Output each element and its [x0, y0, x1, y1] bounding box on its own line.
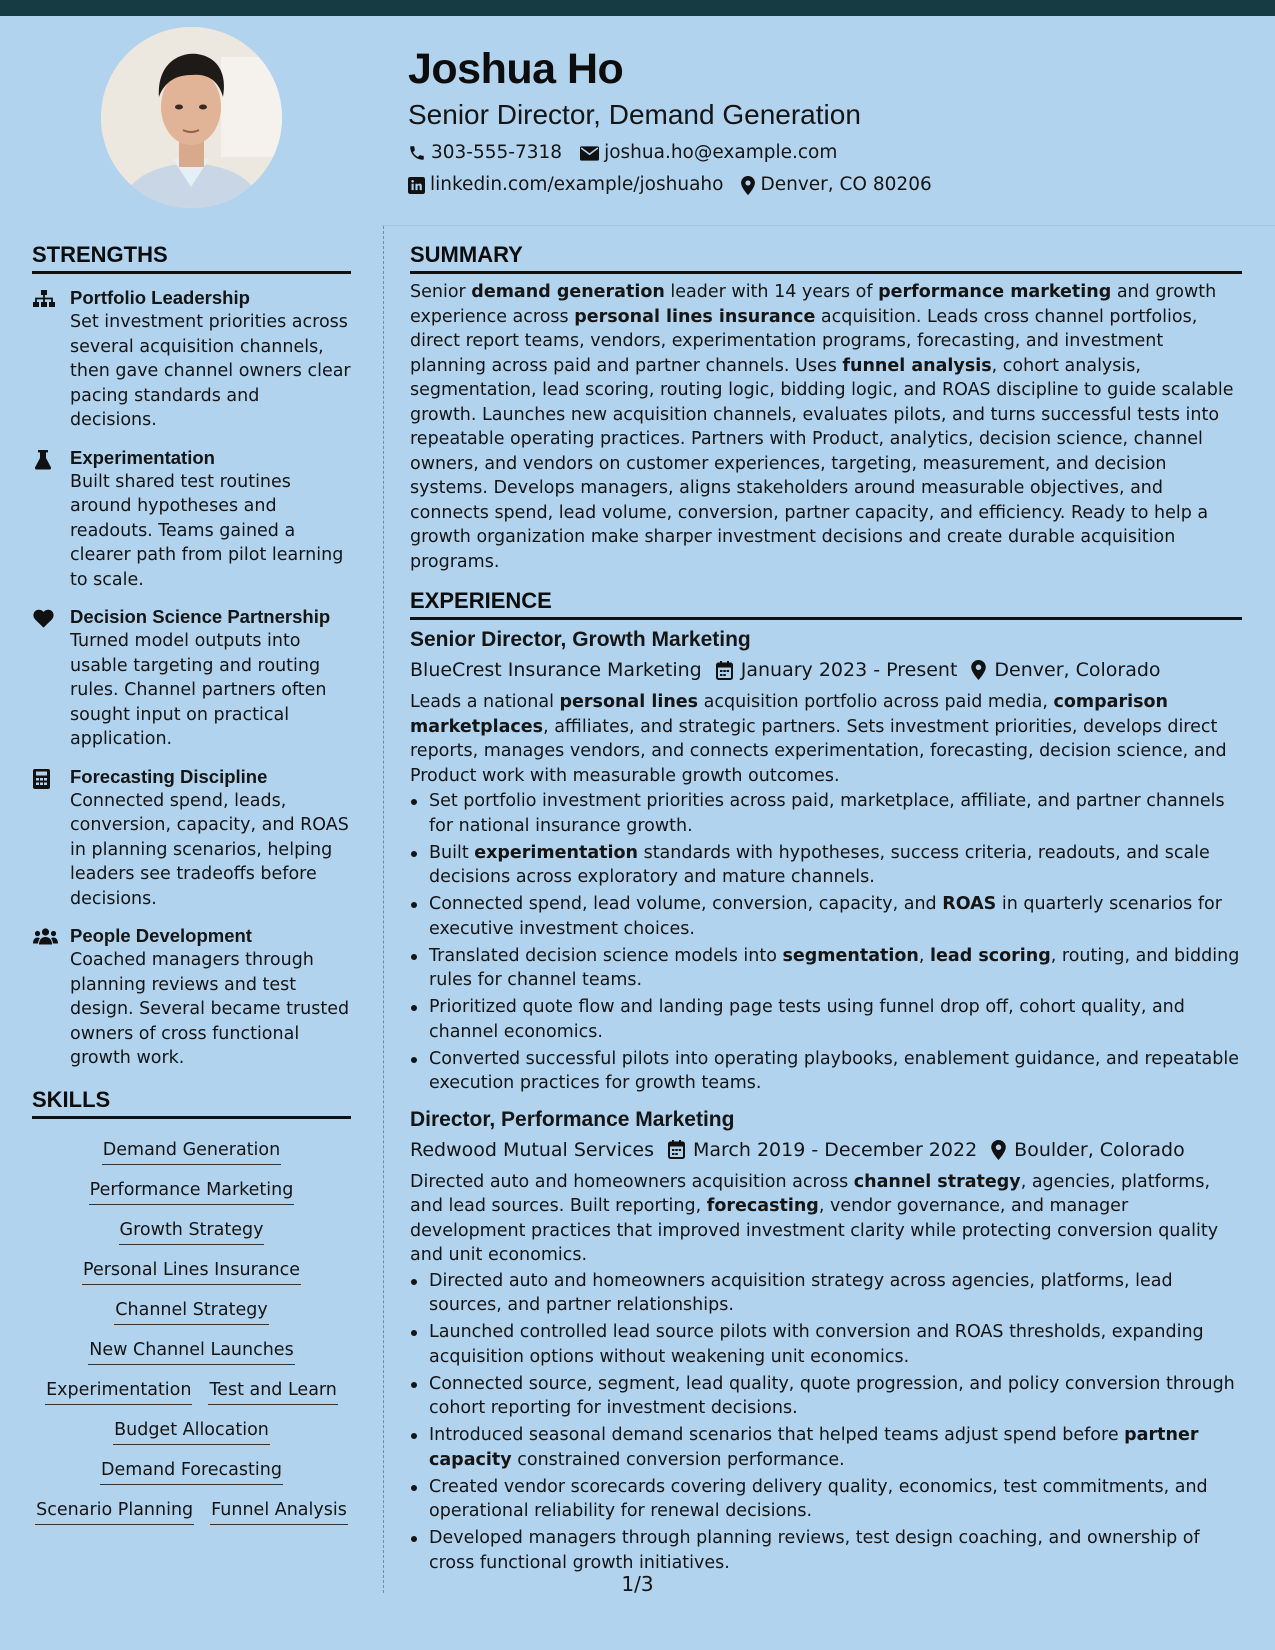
- bullet-item: [410, 841, 1242, 890]
- bold-keyword: experimentation: [474, 842, 639, 863]
- text-run: Built: [429, 842, 475, 863]
- linkedin-icon: [408, 177, 425, 194]
- skill-tag: Experimentation: [45, 1378, 192, 1405]
- job-entry: [410, 626, 1242, 1096]
- bullet-item: [410, 1372, 1242, 1421]
- column-divider: [383, 226, 384, 1593]
- job-description: [410, 690, 1242, 788]
- text-run: acquisition. Leads cross channel portfolios, direct report teams, vendors, experimentation programs, forecasting, and investment planning across paid and partner channels. Uses: [410, 306, 1198, 376]
- job-meta: [410, 1134, 1242, 1166]
- job-entry: [410, 1106, 1242, 1576]
- map-pin-icon: [971, 660, 986, 680]
- summary-heading: SUMMARY: [410, 240, 1242, 274]
- text-run: Set portfolio investment priorities across paid, marketplace, affiliate, and partner channels for national insurance growth.: [429, 791, 1225, 836]
- strengths-list: [32, 286, 351, 1071]
- text-run: acquisition portfolio across paid media,: [698, 692, 1054, 712]
- strength-title: Portfolio Leadership: [70, 287, 250, 308]
- users-icon: [33, 928, 58, 945]
- job-dates: March 2019 - December 2022: [693, 1138, 978, 1161]
- flask-icon: [33, 450, 53, 470]
- profile-photo: [101, 27, 282, 208]
- skill-tag: New Channel Launches: [88, 1338, 294, 1365]
- phone-number: 303-555-7318: [431, 142, 563, 163]
- skills-heading: SKILLS: [32, 1085, 351, 1119]
- right-column: [410, 240, 1242, 1578]
- bold-keyword: segmentation: [782, 945, 919, 966]
- strengths-heading: STRENGTHS: [32, 240, 351, 274]
- skill-tag: Growth Strategy: [119, 1218, 265, 1245]
- text-run: in quarterly scenarios for executive investment choices.: [429, 894, 1222, 939]
- left-column: [32, 240, 351, 1525]
- skill-tag: Performance Marketing: [89, 1178, 295, 1205]
- text-run: Directed auto and homeowners acquisition strategy across agencies, platforms, lead sources, and partner relationships.: [429, 1270, 1173, 1315]
- strength-title: People Development: [70, 925, 252, 946]
- bold-keyword: personal lines insurance: [574, 306, 816, 327]
- strength-text: Coached managers through planning reviews and test design. Several became trusted owners of cross functional growth work.: [70, 950, 350, 1068]
- text-run: standards with hypotheses, success criteria, readouts, and scale decisions across exploratory and mature channels.: [429, 842, 1210, 887]
- bullet-item: [410, 944, 1242, 993]
- linkedin-url: linkedin.com/example/joshuaho: [430, 174, 724, 195]
- phone-icon: [408, 144, 426, 162]
- bullet-item: [410, 995, 1242, 1044]
- bullet-item: [410, 1475, 1242, 1524]
- text-run: Senior: [410, 282, 472, 302]
- text-run: Converted successful pilots into operating playbooks, enablement guidance, and repeatable execution practices for growth teams.: [429, 1048, 1239, 1093]
- job-dates-item: [668, 1134, 977, 1166]
- bold-keyword: funnel analysis: [842, 355, 992, 376]
- bold-keyword: performance marketing: [878, 282, 1112, 302]
- skill-tag: Budget Allocation: [113, 1418, 270, 1445]
- text-run: , routing, and bidding rules for channel teams.: [429, 945, 1240, 990]
- bullet-item: [410, 1047, 1242, 1096]
- company-name: BlueCrest Insurance Marketing: [410, 659, 702, 681]
- company-name: Redwood Mutual Services: [410, 1138, 654, 1161]
- job-location: Denver, Colorado: [994, 659, 1161, 681]
- bullet-item: [410, 1320, 1242, 1369]
- job-bullets: [410, 789, 1242, 1096]
- strength-item: [32, 605, 351, 752]
- skill-tag: Demand Forecasting: [100, 1458, 283, 1485]
- job-description: [410, 1170, 1242, 1268]
- text-run: Connected source, segment, lead quality, quote progression, and policy conversion through cohort reporting for investment decisions.: [429, 1373, 1235, 1418]
- job-bullets: [410, 1269, 1242, 1576]
- bold-keyword: demand generation: [471, 282, 665, 302]
- bold-keyword: comparison marketplaces: [410, 692, 1169, 737]
- job-dates: January 2023 - Present: [740, 659, 958, 681]
- strength-title: Decision Science Partnership: [70, 606, 331, 627]
- bullet-item: [410, 1269, 1242, 1318]
- skill-tag: Funnel Analysis: [210, 1498, 348, 1525]
- text-run: , vendor governance, and manager development practices that improved investment clarity while protecting conversion quality and unit economics.: [410, 1196, 1219, 1265]
- calendar-icon: [716, 661, 733, 680]
- job-location: Boulder, Colorado: [1014, 1138, 1185, 1161]
- strength-title: Experimentation: [70, 446, 215, 468]
- strength-title: Forecasting Discipline: [70, 765, 268, 787]
- text-run: Connected spend, lead volume, conversion, capacity, and: [429, 894, 943, 914]
- top-accent-bar: [0, 0, 1275, 16]
- phone-contact[interactable]: [408, 137, 562, 169]
- bullet-item: [410, 892, 1242, 941]
- strength-item: [32, 286, 351, 433]
- bold-keyword: forecasting: [706, 1196, 819, 1216]
- summary-text: [410, 280, 1242, 574]
- strength-text: Set investment priorities across several acquisition channels, then gave channel owners clear pacing standards and decisions.: [70, 312, 351, 430]
- bold-keyword: channel strategy: [853, 1171, 1021, 1192]
- skills-list: [32, 1125, 351, 1525]
- strength-text: Built shared test routines around hypotheses and readouts. Teams gained a clearer path from pilot learning to scale.: [70, 471, 344, 590]
- header-divider: [382, 225, 1275, 226]
- job-location-item: [991, 1134, 1185, 1166]
- text-run: Introduced seasonal demand scenarios that helped teams adjust spend before: [429, 1425, 1125, 1445]
- text-run: Launched controlled lead source pilots with conversion and ROAS thresholds, expanding acquisition options without weakening unit economics.: [429, 1322, 1204, 1367]
- bullet-item: [410, 1526, 1242, 1575]
- strength-text: Turned model outputs into usable targeting and routing rules. Channel partners often sought input on practical application.: [70, 631, 327, 749]
- resume-header: [408, 40, 1248, 201]
- strength-text: Connected spend, leads, conversion, capacity, and ROAS in planning scenarios, helping leaders see tradeoffs before decisions.: [70, 790, 349, 909]
- strength-item: [32, 765, 351, 912]
- text-run: Prioritized quote flow and landing page tests using funnel drop off, cohort quality, and channel economics.: [429, 997, 1185, 1042]
- text-run: constrained conversion performance.: [511, 1449, 845, 1470]
- bullet-item: [410, 1423, 1242, 1472]
- text-run: Created vendor scorecards covering delivery quality, economics, test commitments, and operational reliability for renewal decisions.: [429, 1476, 1208, 1521]
- page-number: 1/3: [621, 1572, 654, 1596]
- calendar-icon: [668, 1140, 685, 1159]
- email-icon: [580, 146, 599, 161]
- experience-heading: EXPERIENCE: [410, 586, 1242, 620]
- bold-keyword: ROAS: [942, 894, 997, 914]
- strength-item: [32, 924, 351, 1071]
- text-run: , affiliates, and strategic partners. Sets investment priorities, develops direct reports, manages vendors, and connects experimentation, forecasting, decision science, and Product work with measurable growth outcomes.: [410, 716, 1227, 786]
- text-run: ,: [918, 945, 931, 966]
- skill-tag: Demand Generation: [102, 1138, 281, 1165]
- location-text: Denver, CO 80206: [760, 174, 932, 195]
- bold-keyword: partner capacity: [429, 1425, 1199, 1470]
- text-run: Directed auto and homeowners acquisition across: [410, 1171, 854, 1192]
- skill-tag: Test and Learn: [208, 1378, 337, 1405]
- bold-keyword: lead scoring: [930, 945, 1051, 966]
- bullet-item: [410, 789, 1242, 838]
- job-title: Senior Director, Growth Marketing: [410, 628, 751, 651]
- job-meta: [410, 654, 1242, 686]
- skill-tag: Personal Lines Insurance: [82, 1258, 301, 1285]
- calculator-icon: [33, 769, 50, 789]
- org-chart-icon: [33, 290, 55, 308]
- candidate-name: Joshua Ho: [408, 45, 624, 93]
- skill-tag: Channel Strategy: [114, 1298, 268, 1325]
- email-address: joshua.ho@example.com: [604, 142, 838, 163]
- text-run: Developed managers through planning reviews, test design coaching, and ownership of cross functional growth initiatives.: [429, 1528, 1200, 1573]
- job-title: Director, Performance Marketing: [410, 1107, 735, 1131]
- linkedin-contact[interactable]: [408, 169, 723, 201]
- text-run: Leads a national: [410, 692, 560, 712]
- email-contact[interactable]: [580, 137, 837, 169]
- candidate-title: Senior Director, Demand Generation: [408, 99, 861, 130]
- map-pin-icon: [741, 176, 755, 195]
- contact-row-2: [408, 169, 1248, 201]
- strength-item: [32, 446, 351, 593]
- text-run: Translated decision science models into: [429, 945, 783, 966]
- text-run: and growth experience across: [410, 282, 1217, 327]
- skill-tag: Scenario Planning: [35, 1498, 194, 1525]
- job-dates-item: [716, 654, 958, 686]
- contact-row-1: [408, 137, 1248, 169]
- job-location-item: [971, 654, 1160, 686]
- bold-keyword: personal lines: [559, 692, 699, 712]
- location-contact: [741, 169, 931, 201]
- map-pin-icon: [991, 1140, 1006, 1160]
- text-run: , cohort analysis, segmentation, lead scoring, routing logic, bidding logic, and ROAS discipline to guide scalable growth. Launches new acquisition channels, evaluates pilots, and turns successful tests into repeatable operating practices. Partners with Product, analytics, decision science, channel owners, and vendors on customer experiences, targeting, measurement, and decision systems. Develops managers, aligns stakeholders around measurable objectives, and connects spend, lead volume, conversion, partner capacity, and efficiency. Ready to help a growth organization make sharper investment decisions and create durable acquisition programs.: [410, 355, 1234, 572]
- heart-icon: [33, 609, 54, 628]
- text-run: leader with 14 years of: [664, 282, 879, 302]
- text-run: , agencies, platforms, and lead sources. Built reporting,: [410, 1171, 1211, 1216]
